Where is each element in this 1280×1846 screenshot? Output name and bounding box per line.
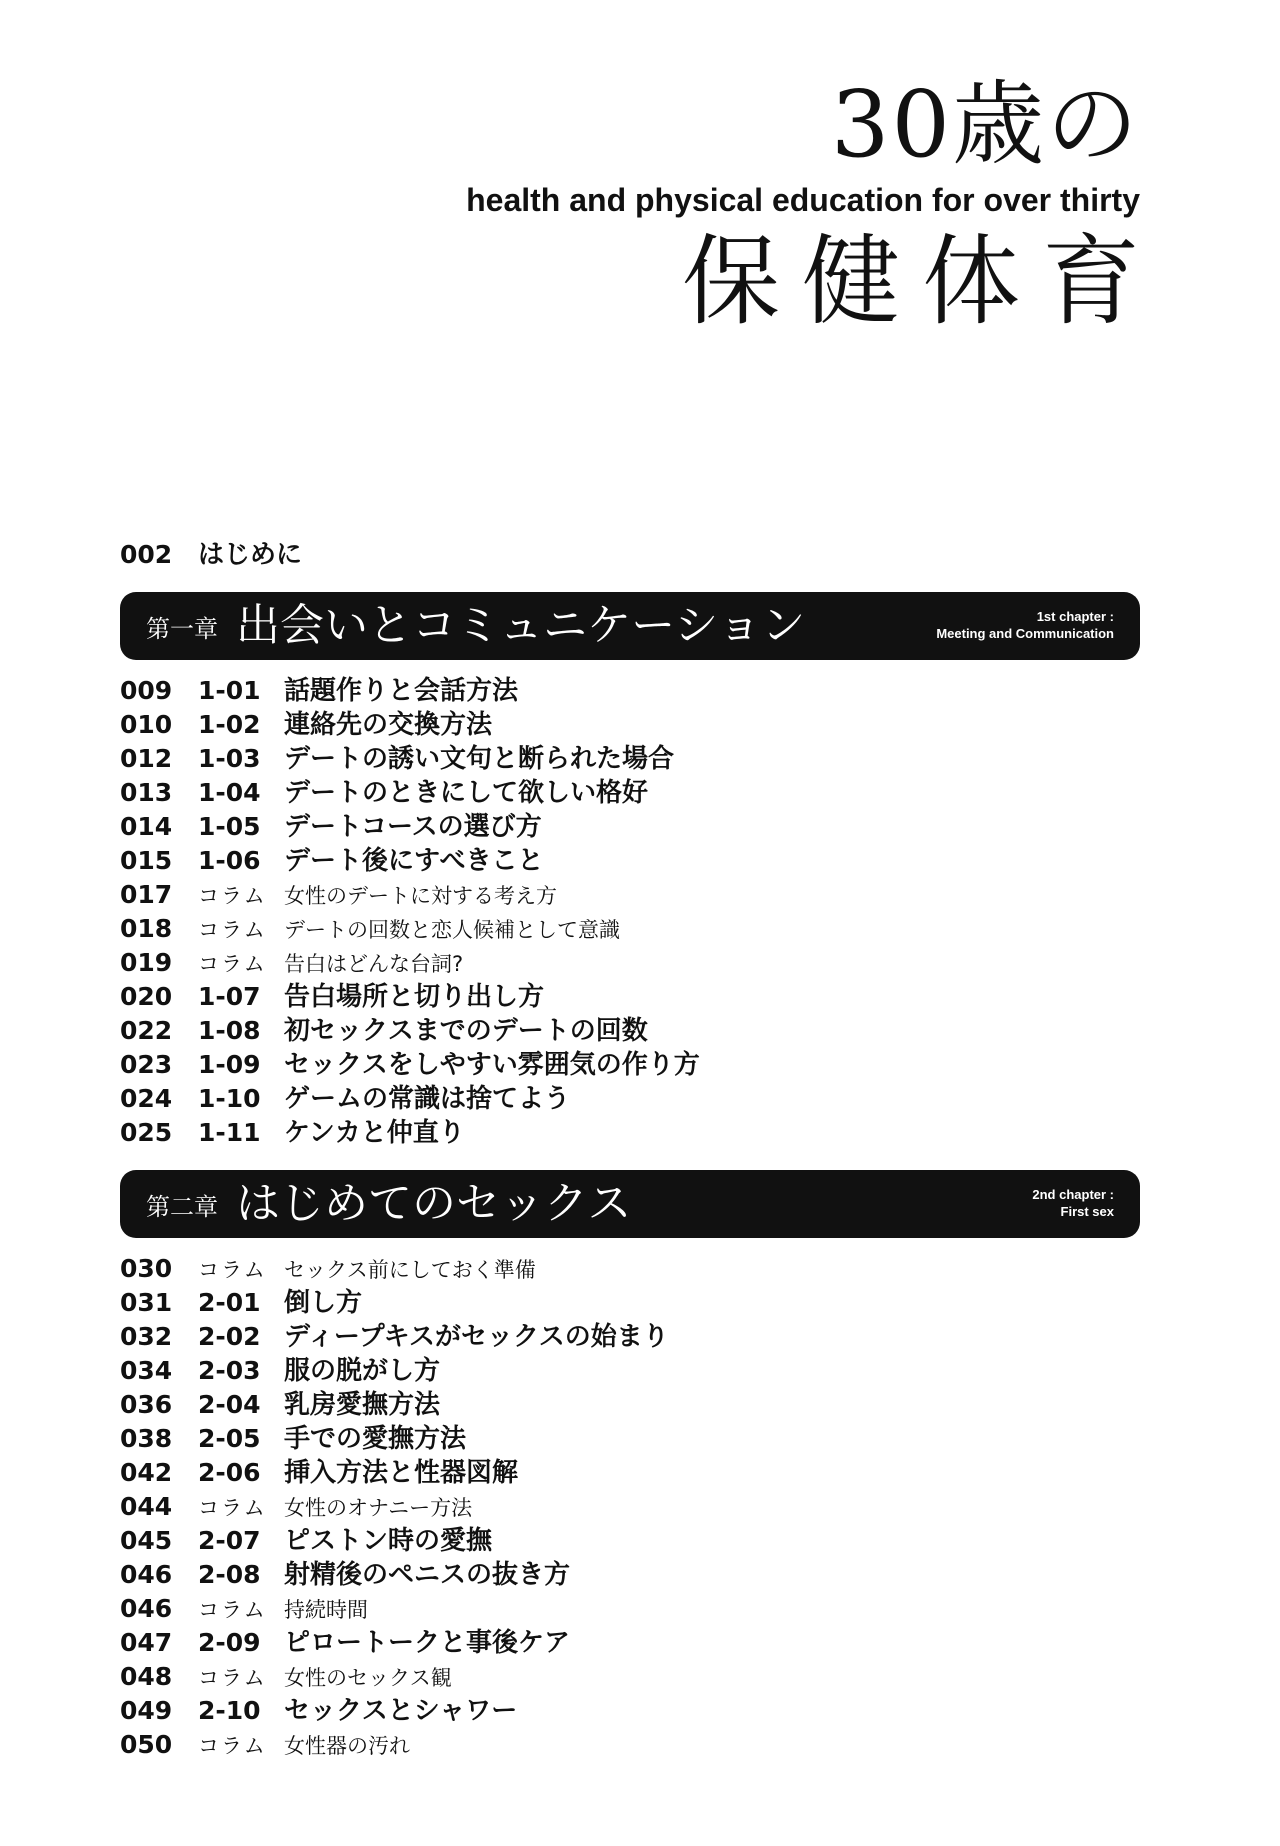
- toc-entry-title: 射精後のペニスの抜き方: [284, 1560, 571, 1590]
- toc-section-number: 1-10: [198, 1084, 261, 1113]
- chapter-english-line2: First sex: [1060, 1204, 1114, 1219]
- toc-entry-title: 手での愛撫方法: [284, 1424, 467, 1454]
- toc-entry[interactable]: [120, 1116, 1140, 1150]
- chapter-label: 第二章: [146, 1193, 218, 1221]
- chapter-english-line1: 1st chapter :: [1036, 609, 1114, 624]
- toc-section-number: 2-10: [198, 1696, 261, 1725]
- toc-page-number: 030: [120, 1254, 173, 1283]
- toc-entry-title: セックスとシャワー: [284, 1696, 518, 1726]
- toc-section-number: 2-03: [198, 1356, 261, 1385]
- toc-entry[interactable]: [120, 1082, 1140, 1116]
- toc-entry-title: 女性のオナニー方法: [284, 1496, 473, 1520]
- toc-entry[interactable]: [120, 980, 1140, 1014]
- chapter-english-caption: [936, 608, 1114, 642]
- toc-page-number: 046: [120, 1560, 173, 1589]
- toc-column-entry[interactable]: [120, 1728, 1140, 1762]
- toc-entry-title: 女性のデートに対する考え方: [284, 884, 557, 908]
- toc-page-number: 009: [120, 676, 173, 705]
- toc-entry-title: セックス前にしておく準備: [284, 1258, 536, 1282]
- toc-page-number: 042: [120, 1458, 173, 1487]
- chapter-english-line2: Meeting and Communication: [936, 626, 1114, 641]
- toc-entry-title: デート後にすべきこと: [284, 846, 544, 876]
- toc-page-number: 013: [120, 778, 173, 807]
- toc-entry-title: ケンカと仲直り: [284, 1118, 465, 1148]
- book-subtitle: health and physical education for over thirty: [466, 182, 1140, 218]
- toc-section-number: 1-04: [198, 778, 261, 807]
- toc-entry[interactable]: [120, 1320, 1140, 1354]
- toc-page-number: 010: [120, 710, 173, 739]
- toc-column-entry[interactable]: [120, 1490, 1140, 1524]
- toc-entry[interactable]: [120, 1694, 1140, 1728]
- toc-entry[interactable]: [120, 674, 1140, 708]
- toc-page-number: 038: [120, 1424, 173, 1453]
- toc-page-number: 020: [120, 982, 173, 1011]
- toc-page-number: 031: [120, 1288, 173, 1317]
- toc-entry[interactable]: [120, 1626, 1140, 1660]
- toc-page-number: 024: [120, 1084, 173, 1113]
- toc-entry[interactable]: [120, 1456, 1140, 1490]
- toc-section-number: 1-05: [198, 812, 261, 841]
- toc-column-entry[interactable]: [120, 878, 1140, 912]
- toc-page-number: 019: [120, 948, 173, 977]
- toc-page-number: 002: [120, 540, 173, 569]
- toc-entry-title: デートの回数と恋人候補として意識: [284, 918, 620, 942]
- title-block: [466, 70, 1162, 344]
- chapter-title: はじめてのセックス: [236, 1178, 632, 1229]
- toc-page-number: 025: [120, 1118, 173, 1147]
- toc-entry[interactable]: [120, 1354, 1140, 1388]
- toc-entry-title: 挿入方法と性器図解: [284, 1458, 519, 1488]
- book-title-line2: 保健体育: [681, 225, 1162, 339]
- toc-page-number: 017: [120, 880, 173, 909]
- chapter-1-entries: [120, 674, 1140, 1150]
- toc-entry-title: デートコースの選び方: [284, 812, 542, 842]
- toc-page-number: 023: [120, 1050, 173, 1079]
- toc-section-number: 1-06: [198, 846, 261, 875]
- toc-page-number: 018: [120, 914, 173, 943]
- toc-section-number: コラム: [198, 952, 267, 976]
- toc-page-number: 044: [120, 1492, 173, 1521]
- toc-entry-title: デートのときにして欲しい格好: [284, 778, 649, 808]
- chapter-label: 第一章: [146, 615, 218, 643]
- toc-entry[interactable]: [120, 1558, 1140, 1592]
- toc-entry[interactable]: [120, 742, 1140, 776]
- toc-section-number: 2-05: [198, 1424, 261, 1453]
- toc-entry[interactable]: [120, 810, 1140, 844]
- toc-entry[interactable]: [120, 1286, 1140, 1320]
- toc-entry-title: 告白場所と切り出し方: [284, 982, 545, 1012]
- toc-page-number: 012: [120, 744, 173, 773]
- toc-entry[interactable]: [120, 1014, 1140, 1048]
- toc-entry-title: 初セックスまでのデートの回数: [284, 1016, 648, 1046]
- chapter-header-1[interactable]: [120, 592, 1140, 660]
- toc-entry-title: セックスをしやすい雰囲気の作り方: [284, 1050, 700, 1080]
- toc-entry[interactable]: [120, 1422, 1140, 1456]
- toc-entry[interactable]: [120, 1524, 1140, 1558]
- toc-section-number: コラム: [198, 1666, 267, 1690]
- toc-entry-title: ゲームの常識は捨てよう: [284, 1084, 571, 1114]
- toc-entry-title: はじめに: [198, 540, 303, 570]
- toc-page-number: 034: [120, 1356, 173, 1385]
- toc-column-entry[interactable]: [120, 946, 1140, 980]
- toc-entry-title: 倒し方: [284, 1288, 363, 1318]
- toc-page-number: 036: [120, 1390, 173, 1419]
- toc-entry[interactable]: [120, 708, 1140, 742]
- toc-column-entry[interactable]: [120, 1592, 1140, 1626]
- toc-entry[interactable]: [120, 1048, 1140, 1082]
- toc-page-number: 048: [120, 1662, 173, 1691]
- toc-column-entry[interactable]: [120, 1660, 1140, 1694]
- toc-entry-title: ピストン時の愛撫: [284, 1526, 493, 1556]
- toc-entry-title: 服の脱がし方: [284, 1356, 441, 1386]
- chapter-header-2[interactable]: [120, 1170, 1140, 1238]
- toc-entry[interactable]: [120, 844, 1140, 878]
- table-of-contents: [120, 538, 1140, 1762]
- toc-page-number: 046: [120, 1594, 173, 1623]
- toc-section-number: 1-11: [198, 1118, 261, 1147]
- toc-entry-title: 連絡先の交換方法: [284, 710, 493, 740]
- chapter-2-entries: [120, 1252, 1140, 1762]
- toc-entry-title: ディープキスがセックスの始まり: [284, 1322, 669, 1352]
- toc-section-number: 1-02: [198, 710, 261, 739]
- toc-section-number: コラム: [198, 1598, 267, 1622]
- toc-section-number: コラム: [198, 1258, 267, 1282]
- toc-section-number: 2-01: [198, 1288, 261, 1317]
- toc-page-number: 050: [120, 1730, 173, 1759]
- toc-section-number: 2-02: [198, 1322, 261, 1351]
- toc-section-number: 1-01: [198, 676, 261, 705]
- toc-section-number: コラム: [198, 918, 267, 942]
- toc-entry-title: 女性器の汚れ: [284, 1734, 410, 1758]
- toc-entry-title: 乳房愛撫方法: [284, 1390, 441, 1420]
- chapter-title: 出会いとコミュニケーション: [236, 600, 806, 651]
- toc-section-number: 2-09: [198, 1628, 261, 1657]
- toc-entry-title: ピロートークと事後ケア: [284, 1628, 571, 1658]
- toc-page-number: 022: [120, 1016, 173, 1045]
- toc-page-number: 047: [120, 1628, 173, 1657]
- toc-section-number: 2-07: [198, 1526, 261, 1555]
- toc-entry-title: 女性のセックス観: [284, 1666, 452, 1690]
- chapter-english-line1: 2nd chapter :: [1032, 1187, 1114, 1202]
- toc-page-number: 049: [120, 1696, 173, 1725]
- toc-entry-title: 告白はどんな台詞?: [284, 952, 464, 976]
- chapter-english-caption: [1032, 1186, 1114, 1220]
- toc-entry[interactable]: [120, 1388, 1140, 1422]
- toc-section-number: 2-04: [198, 1390, 261, 1419]
- toc-column-entry[interactable]: [120, 912, 1140, 946]
- toc-page-number: 015: [120, 846, 173, 875]
- toc-section-number: 1-09: [198, 1050, 261, 1079]
- toc-section-number: 2-08: [198, 1560, 261, 1589]
- toc-entry[interactable]: [120, 776, 1140, 810]
- toc-entry-intro[interactable]: [120, 538, 1140, 572]
- toc-section-number: 1-08: [198, 1016, 261, 1045]
- toc-entry-title: 話題作りと会話方法: [284, 676, 519, 706]
- toc-column-entry[interactable]: [120, 1252, 1140, 1286]
- toc-page-number: 014: [120, 812, 173, 841]
- toc-section-number: コラム: [198, 884, 267, 908]
- toc-section-number: 1-03: [198, 744, 261, 773]
- toc-section-number: 2-06: [198, 1458, 261, 1487]
- toc-section-number: 1-07: [198, 982, 261, 1011]
- toc-page-number: 032: [120, 1322, 173, 1351]
- book-title-line1: 30歳の: [830, 71, 1140, 178]
- toc-page-number: 045: [120, 1526, 173, 1555]
- toc-entry-title: デートの誘い文句と断られた場合: [284, 744, 675, 774]
- toc-section-number: コラム: [198, 1496, 267, 1520]
- toc-entry-title: 持続時間: [284, 1598, 368, 1622]
- toc-section-number: コラム: [198, 1734, 267, 1758]
